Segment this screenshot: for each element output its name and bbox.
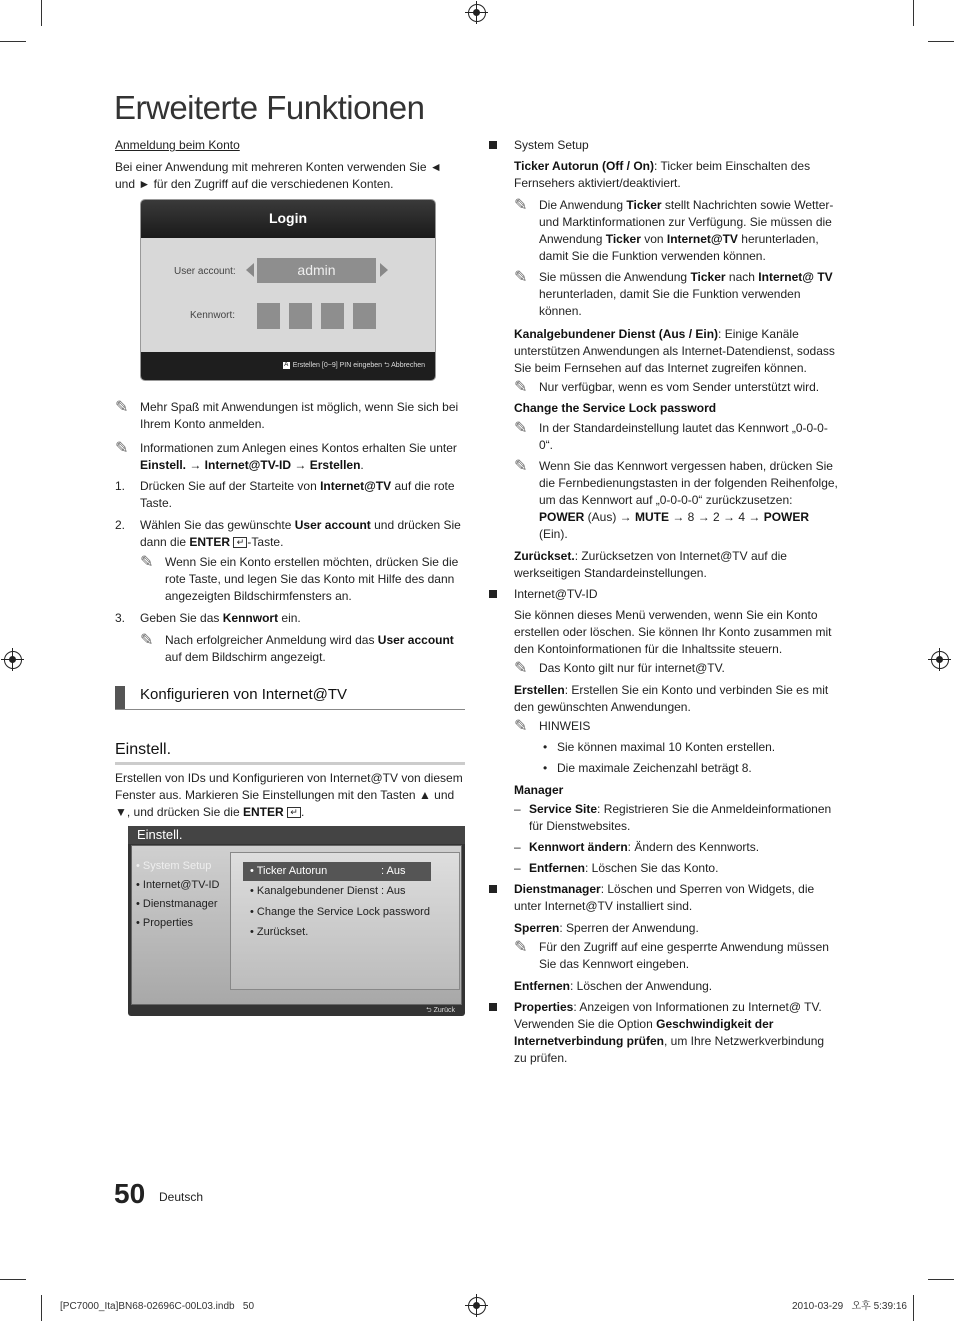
note: ✎ Sie müssen die Anwendung Ticker nach Internet@ TV herunterladen, damit Sie die Funktion verwenden können. (514, 269, 833, 318)
pin-digit-field[interactable] (353, 303, 376, 329)
einstell-text: Erstellen von IDs und Konfigurieren von Internet@TV von diesem Fenster aus. Markieren Sie Einstellungen mit den Tasten ▲ und ▼, und drücken Sie die ENTER ↵ . (115, 771, 463, 819)
note-pencil-icon: ✎ (140, 632, 154, 649)
properties-item: Properties: Anzeigen von Informationen zu Internet@ TV. Verwenden Sie die Option Geschwindigkeit der Internetverbindung prüfen, um Ihre Netzwerkverbindung zu prüfen. (489, 999, 839, 1067)
crop-mark (0, 1279, 26, 1280)
note: ✎ Die Anwendung Ticker stellt Nachrichten sowie Wetter- und Marktinformationen zur Verfügung. Sie müssen die Anwendung Ticker von Internet@TV herunterladen, damit Sie die Funktion verwenden können. (514, 197, 834, 263)
section-heading: Konfigurieren von Internet@TV (140, 686, 348, 703)
registration-mark-icon (931, 651, 949, 669)
note-pencil-icon: ✎ (514, 939, 528, 956)
arrow-left-icon[interactable] (246, 263, 254, 277)
einstell-menu (136, 857, 220, 933)
einstell-submenu (230, 852, 460, 990)
list-item: • Sie können maximal 10 Konten erstellen. (543, 740, 776, 754)
note: ✎ Wenn Sie das Kennwort vergessen haben, drücken Sie die Fernbedienungstasten in der folgenden Reihenfolge, um das Kennwort auf „0-0-0-0“ zurückzusetzen: POWER (Aus) → MUTE → 8 → 2 → 4 → POWER (Ein). (514, 458, 838, 541)
arrow-right-icon[interactable] (380, 263, 388, 277)
note-pencil-icon: ✎ (115, 440, 129, 457)
note: ✎ Für den Zugriff auf eine gesperrte Anwendung müssen Sie das Kennwort eingeben. (514, 939, 829, 971)
list-item: • Die maximale Zeichenzahl beträgt 8. (543, 761, 752, 775)
einstell-header (115, 740, 465, 765)
step-2: 2. Wählen Sie das gewünschte User account und drücken Sie dann die ENTER ↵ -Taste. (115, 518, 461, 549)
note: ✎ Informationen zum Anlegen eines Kontos erhalten Sie unter Einstell. → Internet@TV-ID → Erstellen. (115, 440, 457, 472)
einstell-dialog (128, 826, 465, 1016)
enter-key-icon: ↵ (233, 537, 247, 548)
page-language: Deutsch (159, 1190, 204, 1204)
registration-mark-icon (468, 1297, 486, 1315)
password-label: Kennwort: (190, 310, 236, 321)
submenu-item-ticker-autorun[interactable]: • Ticker Autorun : Aus (243, 862, 431, 881)
submenu-item-zuruckset[interactable]: • Zurückset. (250, 926, 309, 938)
note-pencil-icon: ✎ (514, 420, 528, 437)
square-bullet-icon (489, 1003, 497, 1011)
submenu-item-change-lock-password[interactable]: • Change the Service Lock password (250, 906, 430, 918)
note-pencil-icon: ✎ (514, 269, 528, 286)
einstell-dialog-title: Einstell. (128, 826, 465, 844)
submenu-item-kanalgebundener-dienst[interactable]: • Kanalgebundener Dienst : Aus (250, 885, 406, 897)
anmeldung-text: Bei einer Anwendung mit mehreren Konten verwenden Sie ◄ und ► für den Zugriff auf die verschiedenen Konten. (115, 160, 442, 191)
pin-digit-field[interactable] (257, 303, 280, 329)
square-bullet-icon (489, 590, 497, 598)
dienstmanager-item: Dienstmanager: Löschen und Sperren von Widgets, die unter Internet@TV installiert sind. (489, 881, 839, 915)
list-item: – Kennwort ändern: Ändern des Kennworts. (514, 840, 760, 854)
login-title: Login (141, 200, 435, 238)
login-footer: A Erstellen [0~9] PIN eingeben ⮌ Abbrechen (141, 352, 435, 380)
menu-item-internet-tv-id[interactable]: • Internet@TV-ID (136, 879, 220, 891)
list-item: – Entfernen: Löschen Sie das Konto. (514, 861, 719, 875)
note-pencil-icon: ✎ (115, 399, 129, 416)
page-number: 50 (114, 1178, 146, 1209)
section-header (115, 685, 465, 710)
system-setup-item: System Setup (489, 137, 839, 154)
note-pencil-icon: ✎ (514, 718, 528, 735)
crop-mark (928, 41, 954, 42)
enter-key-icon: ↵ (287, 807, 301, 818)
note: ✎ Nach erfolgreicher Anmeldung wird das User account auf dem Bildschirm angezeigt. (140, 632, 454, 664)
note: ✎ Mehr Spaß mit Anwendungen ist möglich, wenn Sie sich bei Ihrem Konto anmelden. (115, 399, 459, 431)
internet-tv-id-item: Internet@TV-ID (489, 586, 839, 603)
note: ✎ Das Konto gilt nur für internet@TV. (514, 660, 725, 677)
login-dialog (140, 199, 436, 381)
square-bullet-icon (489, 141, 497, 149)
note: ✎ HINWEIS (514, 718, 591, 735)
registration-mark-icon (4, 651, 22, 669)
crop-mark (41, 1295, 42, 1321)
list-item: – Service Site: Registrieren Sie die Anmeldeinformationen für Dienstwebsites. (514, 802, 832, 833)
note-pencil-icon: ✎ (514, 379, 528, 396)
note-pencil-icon: ✎ (514, 458, 528, 475)
einstell-dialog-body (131, 845, 462, 1005)
menu-item-properties[interactable]: • Properties (136, 917, 194, 929)
menu-item-system-setup[interactable]: • System Setup (136, 860, 212, 872)
crop-mark (913, 0, 914, 26)
pin-digit-field[interactable] (289, 303, 312, 329)
left-column (115, 137, 465, 198)
note: ✎ Wenn Sie ein Konto erstellen möchten, drücken Sie die rote Taste, und legen Sie das Konto mit Hilfe des dann angezeigten Bildschirmfensters an. (140, 554, 459, 603)
note-pencil-icon: ✎ (140, 554, 154, 571)
user-account-label: User account: (174, 266, 236, 277)
right-column: System Setup Ticker Autorun (Off / On): Ticker beim Einschalten des Fernsehers aktiviert/deaktiviert. ✎ Die Anwendung Ticker stellt Nachrichten sowie Wetter- und Marktinformationen zur Verfügung. Sie müssen die Anwendung Ticker von Internet@TV herunterladen, damit Sie die Funktion verwenden können. ✎ Sie müssen die Anwendung Ticker nach Internet@ TV herunterladen, damit Sie die Funktion verwenden können. Kanalgebundener Dienst (Aus / Ein): Einige Kanäle unterstützen Anwendungen als Internet-Datendienst, sodass Sie beim Fernsehen auf das Internet zugreifen können. ✎ Nur verfügbar, wenn es vom Sender unterstützt wird. Change the Service Lock password ✎ In der Standardeinstellung lautet das Kennwort „0-0-0-0“. ✎ Wenn Sie das Kennwort vergessen haben, drücken Sie die Fernbedienungstasten in der folgenden Reihenfolge, um das Kennwort auf „0-0-0-0“ zurückzusetzen: POWER (Aus) → MUTE → 8 → 2 → 4 → POWER (Ein). Zurückset.: Zurücksetzen von Internet@TV auf die werkseitigen Standardeinstellungen. Internet@TV-ID Sie können dieses Menü verwenden, wenn Sie ein Konto erstellen oder löschen. Sie können Ihr Konto zusammen mit den Kontoinformationen für die Inhaltssite steuern. ✎ Das Konto gilt nur für internet@TV. Erstellen: Erstellen Sie ein Konto und verbinden Sie es mit den gewünschten Anwendungen. ✎ HINWEIS • Sie können maximal 10 Konten erstellen. • Die maximale Zeichenzahl beträgt 8. Manager – Service Site: Registrieren Sie die Anmeldeinformationen für Dienstwebsites. – Kennwort ändern: Ändern des Kennworts. – Entfernen: Löschen Sie das Konto. Dienstmanager: Löschen und Sperren von Widgets, die unter Internet@TV installiert sind. Sperren: Sperren der Anwendung. ✎ Für den Zugriff auf eine gesperrte Anwendung müssen Sie das Kennwort eingeben. Entfernen: Löschen der Anwendung. Properties: Anzeigen von Informationen zu Internet@ TV. Verwenden Sie die Option Geschwindigkeit der Internetverbindung prüfen, um Ihre Netzwerkverbindung zu prüfen. (489, 137, 839, 1071)
user-account-field[interactable]: admin (257, 258, 376, 283)
einstell-footer-back[interactable]: ⮌ Zurück (426, 1007, 455, 1014)
note-pencil-icon: ✎ (514, 660, 528, 677)
footer-file: [PC7000_Ita]BN68-02696C-00L03.indb 50 (60, 1301, 255, 1312)
note: ✎ Nur verfügbar, wenn es vom Sender unterstützt wird. (514, 379, 820, 396)
note-pencil-icon: ✎ (514, 197, 528, 214)
menu-item-dienstmanager[interactable]: • Dienstmanager (136, 898, 218, 910)
anmeldung-heading: Anmeldung beim Konto (115, 138, 240, 152)
einstell-heading: Einstell. (115, 741, 172, 758)
square-bullet-icon (489, 885, 497, 893)
crop-mark (0, 41, 26, 42)
crop-mark (41, 0, 42, 26)
registration-mark-icon (468, 4, 486, 22)
crop-mark (913, 1295, 914, 1321)
pin-digit-field[interactable] (321, 303, 344, 329)
step-1: 1. Drücken Sie auf der Starteite von Internet@TV auf die rote Taste. (115, 479, 455, 510)
left-notes (115, 399, 465, 671)
note: ✎ In der Standardeinstellung lautet das Kennwort „0-0-0-0“. (514, 420, 828, 452)
crop-mark (928, 1279, 954, 1280)
section-bar (115, 686, 125, 709)
step-3: 3. Geben Sie das Kennwort ein. (115, 611, 301, 625)
footer-datetime: 2010-03-29 오후 5:39:16 (792, 1301, 907, 1312)
page-title: Erweiterte Funktionen (114, 89, 425, 126)
